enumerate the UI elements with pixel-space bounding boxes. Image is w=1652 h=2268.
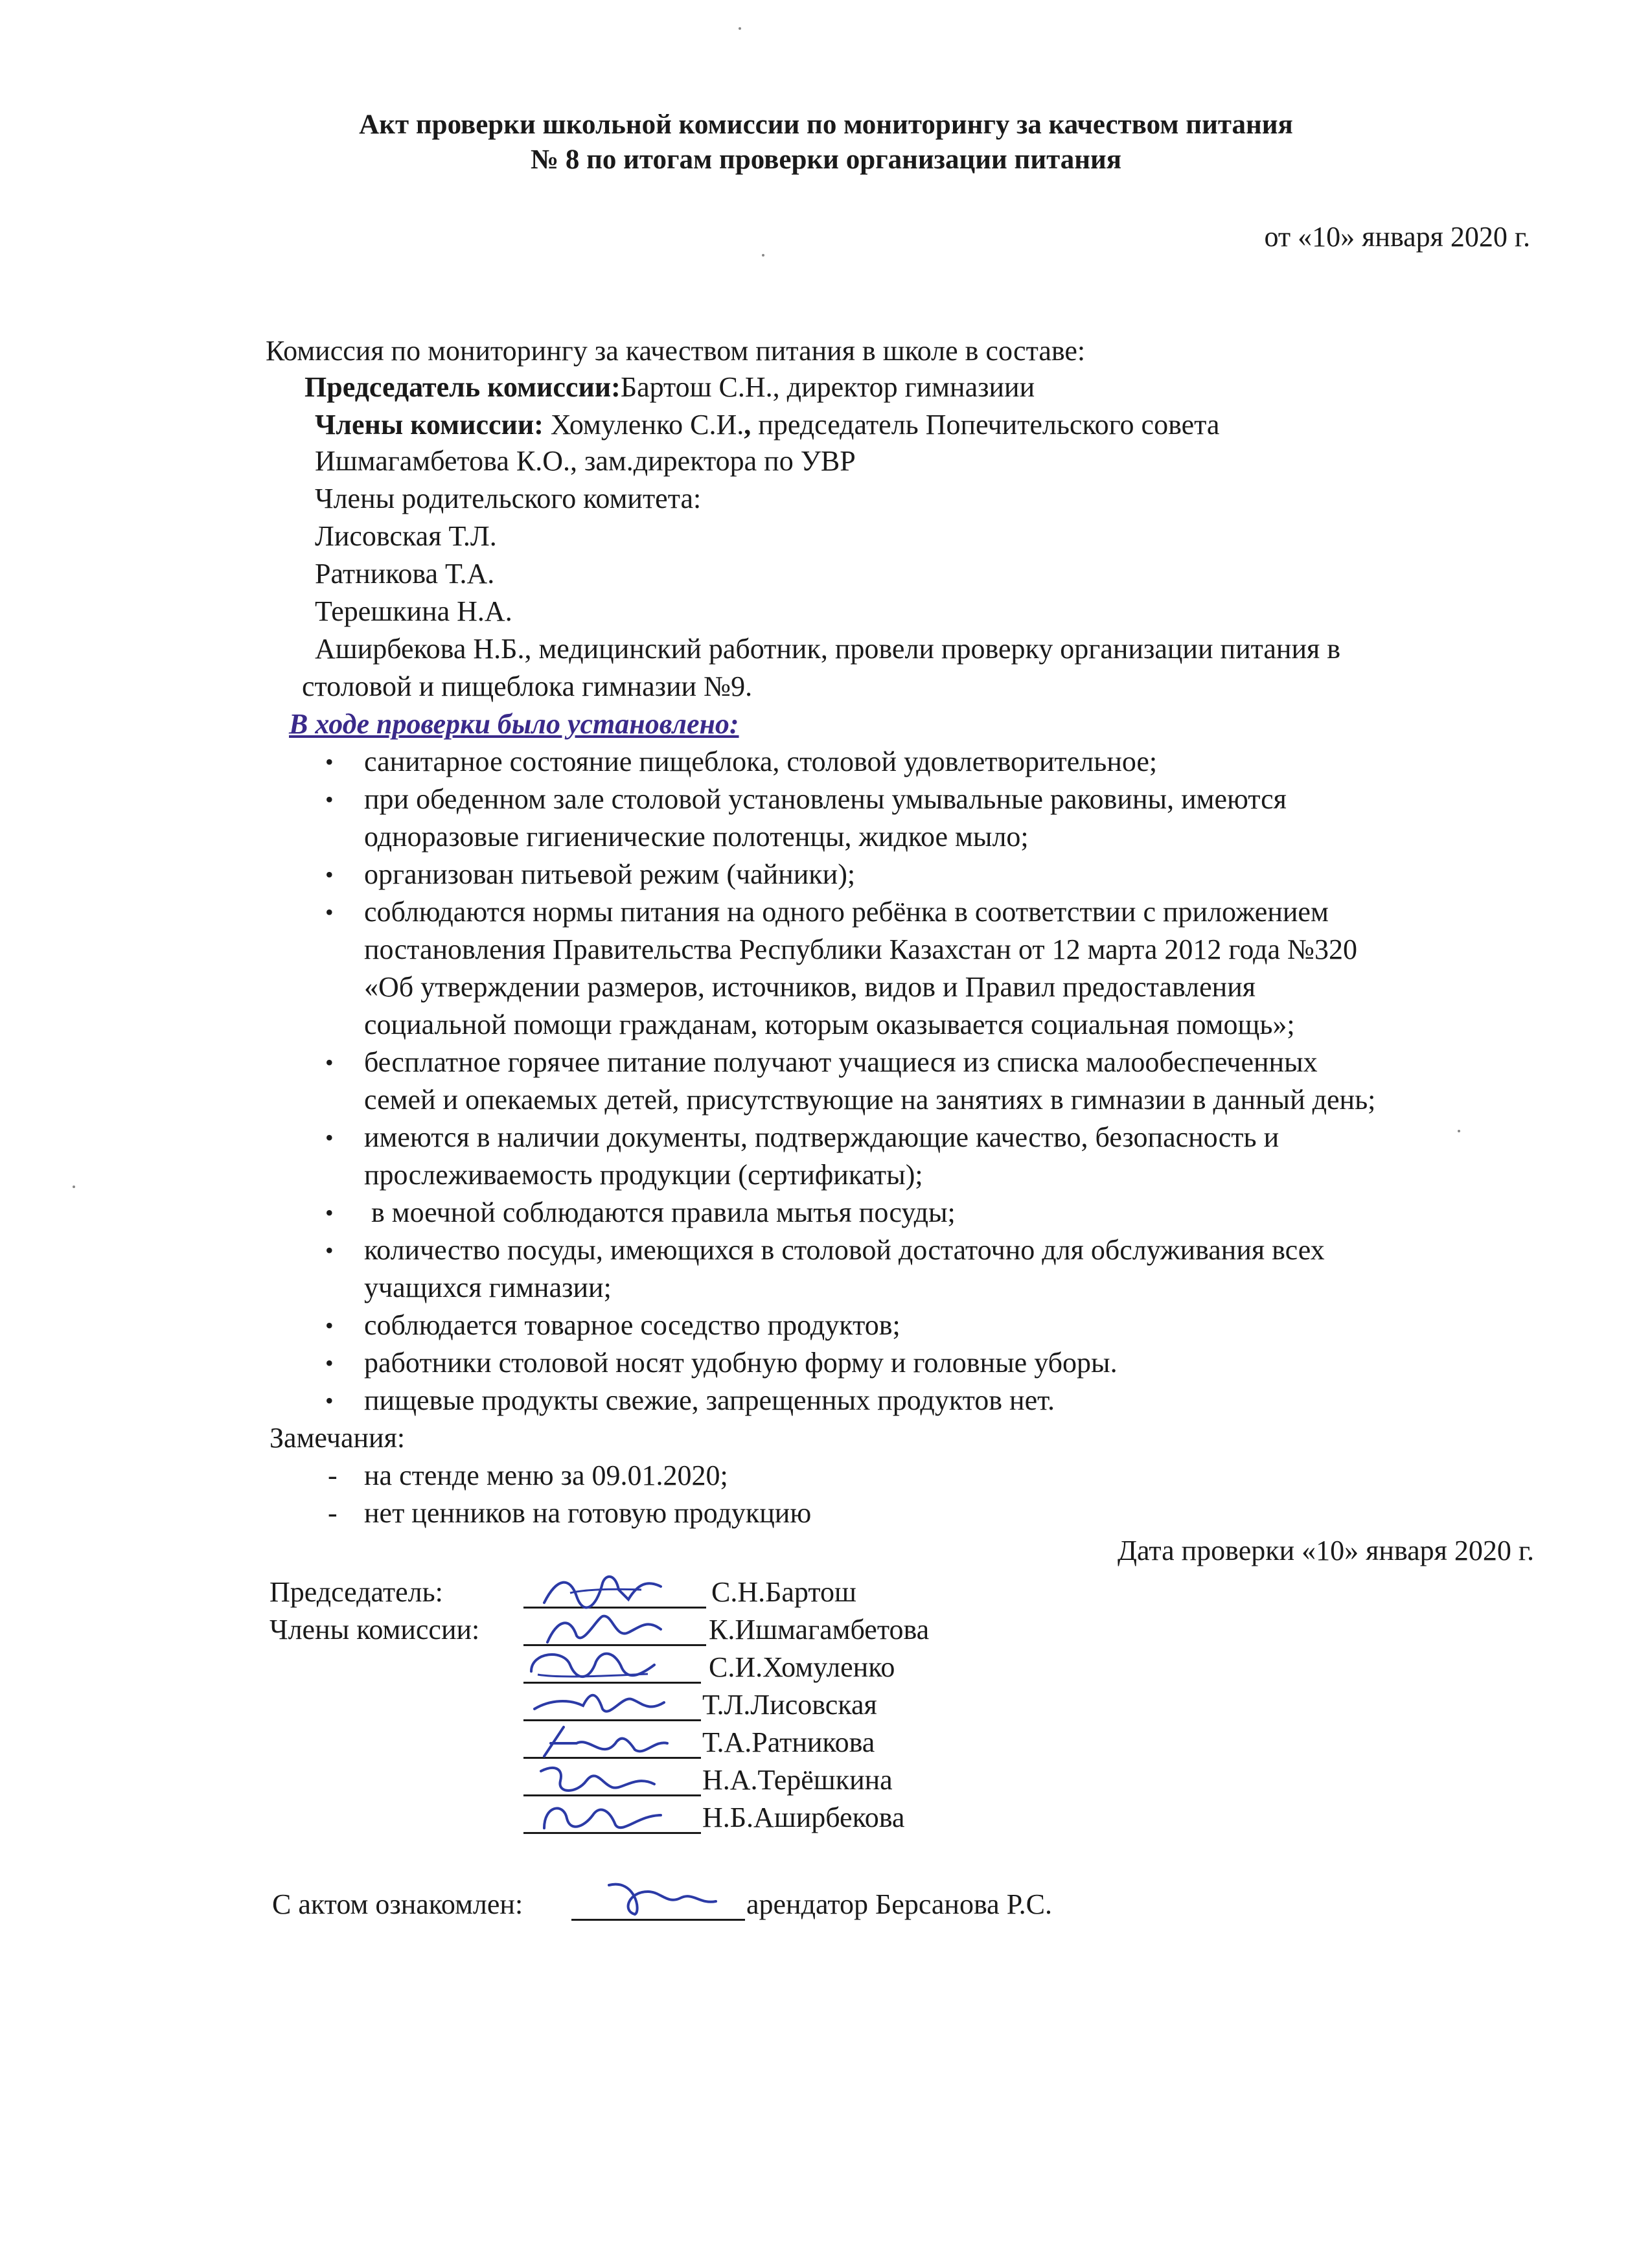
- members-signature-label: Члены комиссии:: [270, 1614, 480, 1645]
- document-page: Акт проверки школьной комиссии по мониторингу за качеством питания № 8 по итогам проверки организации питания от «10» января 2020 г. Комиссия по мониторингу за качеством питания в школе в составе: Председатель комиссии:Бартош С.Н., директор гимназиии Члены комиссии: Хомуленко С.И., председатель Попечительского совета Ишмагамбетова К.О., зам.директора по УВР Члены родительского комитета: Лисовская Т.Л. Ратникова Т.А. Терешкина Н.А. Аширбекова Н.Б., медицинский работник, провели проверку организации питания в столовой и пищеблока гимназии №9. В ходе проверки было установлено: • санитарное состояние пищеблока, столовой удовлетворительное; • при обеденном зале столовой установлены умывальные раковины, имеются одноразовые гигиенические полотенцы, жидкое мыло; • организован питьевой режим (чайники); • соблюдаются нормы питания на одного ребёнка в соответствии с приложением постановления Правительства Республики Казахстан от 12 марта 2012 года №320 «Об утверждении размеров, источников, видов и Правил предоставления социальной помощи гражданам, которым оказывается социальная помощь»; • бесплатное горячее питание получают учащиеся из списка малообеспеченных семей и опекаемых детей, присутствующие на занятиях в гимназии в данный день; • имеются в наличии документы, подтверждающие качество, безопасность и прослеживаемость продукции (сертификаты); • в моечной соблюдаются правила мытья посуды; • количество посуды, имеющихся в столовой достаточно для обслуживания всех учащихся гимназии; • соблюдается товарное соседство продуктов; • работники столовой носят удобную форму и головные уборы. • пищевые продукты свежие, запрещенных продуктов нет. Замечания: - на стенде меню за 09.01.2020; - нет ценников на готовую продукцию Дата проверки «10» января 2020 г. Председатель: Члены комиссии: С.Н.Бартош К.Ишмагамбетова С.И.Хомуленко Т.Л.Лисовская Т.А.Ратникова Н.А.Терёшкина Н.Б.Аширбекова С актом ознакомлен: арендатор Берсанова Р.С.: [0, 0, 1652, 2268]
- members-label: Члены комиссии:: [315, 409, 544, 441]
- bullet-icon: •: [325, 1312, 334, 1338]
- ack-label: С актом ознакомлен:: [272, 1888, 523, 1920]
- signatory-name: Н.Б.Аширбекова: [702, 1802, 905, 1833]
- member-line: Аширбекова Н.Б., медицинский работник, провели проверку организации питания в: [315, 633, 1341, 665]
- member-line: Ишмагамбетова К.О., зам.директора по УВР: [315, 445, 856, 477]
- inspection-date: Дата проверки «10» января 2020 г.: [1117, 1535, 1534, 1566]
- bullet-icon: •: [325, 749, 334, 775]
- scan-speck: [73, 1186, 75, 1188]
- signatory-name: Н.А.Терёшкина: [702, 1764, 893, 1796]
- members-name: Хомуленко С.И.: [550, 409, 744, 441]
- handwritten-signature: [596, 1872, 732, 1924]
- document-title-line-1: Акт проверки школьной комиссии по мониторингу за качеством питания: [359, 109, 1293, 140]
- scan-speck: [739, 27, 741, 30]
- document-date: от «10» января 2020 г.: [1264, 221, 1530, 253]
- bullet-icon: •: [325, 1388, 334, 1414]
- handwritten-signature: [531, 1796, 680, 1841]
- scan-speck: [1458, 1130, 1460, 1132]
- bullet-icon: •: [325, 786, 334, 812]
- member-line: Ратникова Т.А.: [315, 558, 495, 590]
- bullet-icon: •: [325, 1049, 334, 1075]
- members-line: Члены комиссии: Хомуленко С.И., председатель Попечительского совета: [315, 409, 1220, 441]
- bullet-icon: •: [325, 1125, 334, 1151]
- ack-text: арендатор Берсанова Р.С.: [746, 1888, 1053, 1920]
- dash-icon: -: [328, 1497, 338, 1529]
- findings-heading: В ходе проверки было установлено:: [289, 708, 739, 740]
- bullet-icon: •: [325, 899, 334, 925]
- dash-icon: -: [328, 1460, 338, 1491]
- document-title-line-2: № 8 по итогам проверки организации питания: [530, 144, 1122, 175]
- chair-signature-label: Председатель:: [270, 1576, 443, 1608]
- member-line: Члены родительского комитета:: [315, 483, 702, 514]
- scan-speck: [762, 254, 764, 257]
- remarks-heading: Замечания:: [270, 1422, 406, 1454]
- member-line: столовой и пищеблока гимназии №9.: [302, 670, 753, 702]
- bullet-icon: •: [325, 1200, 334, 1226]
- bullet-icon: •: [325, 1237, 334, 1263]
- signatory-name: Т.Л.Лисовская: [702, 1689, 877, 1721]
- signatory-name: К.Ишмагамбетова: [709, 1614, 930, 1645]
- chair-line: [304, 369, 1035, 406]
- chair-text: Бартош С.Н., директор гимназиии: [620, 371, 1035, 403]
- commission-intro: Комиссия по мониторингу за качеством питания в школе в составе:: [266, 335, 1086, 367]
- signatory-name: С.И.Хомуленко: [709, 1651, 895, 1683]
- chair-label: Председатель комиссии:: [304, 371, 621, 403]
- member-line: Терешкина Н.А.: [315, 595, 512, 627]
- signatory-name: Т.А.Ратникова: [702, 1726, 875, 1758]
- bullet-icon: •: [325, 862, 334, 888]
- signatory-name: С.Н.Бартош: [711, 1576, 856, 1608]
- member-line: Лисовская Т.Л.: [315, 520, 497, 552]
- members-text: председатель Попечительского совета: [751, 409, 1220, 441]
- bullet-icon: •: [325, 1350, 334, 1376]
